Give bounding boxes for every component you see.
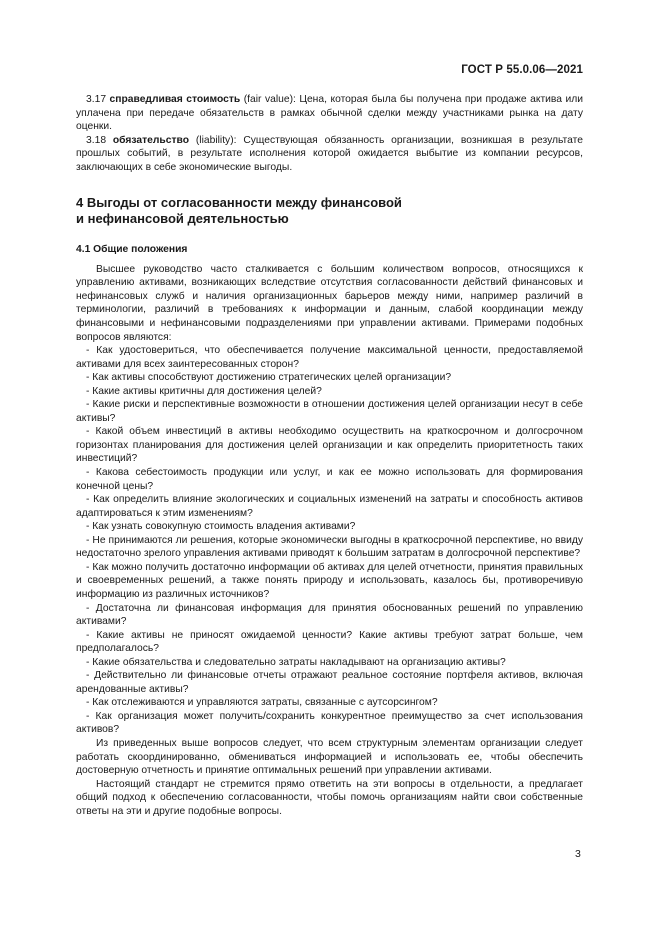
section-title-line: 4 Выгоды от согласованности между финансовой [76, 195, 402, 211]
question-item: - Действительно ли финансовые отчеты отражают реальное состояние портфеля активов, включая арендованные активы? [76, 670, 583, 695]
subsection-title: 4.1 Общие положения [76, 244, 188, 256]
definition-3-17 [76, 93, 583, 134]
definition-text: (liability): Существующая обязанность организации, возникшая в результате прошлых событий, в результате исполнения которой ожидается выбытие из компании ресурсов, заключающих в себе экономические выгоды. [76, 134, 583, 173]
question-item: - Какой объем инвестиций в активы необходимо осуществить на краткосрочном и долгосрочном горизонтах планирования для достижения целей организации и как определить приоритетность таких инвестиций? [76, 426, 583, 465]
definition-3-18 [76, 134, 583, 175]
definition-number: 3.17 [86, 94, 107, 105]
question-item: - Как определить влияние экологических и социальных изменений на затраты и способность активов адаптироваться к этим изменениям? [76, 494, 583, 519]
definition-number: 3.18 [86, 134, 107, 146]
section-title-line: и нефинансовой деятельностью [76, 211, 289, 227]
question-item: - Как узнать совокупную стоимость владения активами? [86, 521, 356, 533]
section-title [76, 195, 583, 227]
question-item: - Какие активы критичны для достижения целей? [86, 385, 322, 397]
question-item: - Как удостовериться, что обеспечивается получение максимальной ценности, предоставляемой активами для всех заинтересованных сторон? [76, 345, 583, 370]
conclusion-paragraph: Настоящий стандарт не стремится прямо ответить на эти вопросы в отдельности, а предлагает общий подход к обеспечению согласованности, чтобы помочь организациям найти свои собственные ответы на эти и другие подобные вопросы. [76, 778, 583, 817]
conclusion-paragraph: Из приведенных выше вопросов следует, что всем структурным элементам организации следует работать скоординированно, обмениваться информацией и использовать ее, чтобы обеспечить достоверную отчетность и принятие оптимальных решений при управлении активами. [76, 737, 583, 777]
question-item: - Достаточна ли финансовая информация для принятия обоснованных решений по управлению активами? [76, 602, 583, 628]
question-item: - Как активы способствуют достижению стратегических целей организации? [86, 372, 452, 384]
page-content [76, 93, 583, 818]
document-header: ГОСТ Р 55.0.06—2021 [461, 64, 583, 76]
definition-term: обязательство [112, 134, 190, 146]
question-item: - Какова себестоимость продукции или услуг, и как ее можно использовать для формирования конечной цены? [76, 467, 583, 492]
question-item: - Как можно получить достаточно информации об активах для целей отчетности, принятия правильных и своевременных решений, а также понять природу и использовать, казалось бы, противоречивую информацию из различных источников? [76, 561, 583, 600]
definition-text: (fair value): Цена, которая была бы получена при продаже актива или уплачена при передаче обязательств в рамках обычной сделки между участниками рынка на дату оценки. [76, 94, 583, 133]
questions-list [76, 344, 583, 737]
page-number: 3 [575, 848, 581, 860]
question-item: - Как организация может получить/сохранить конкурентное преимущество за счет использования активов? [76, 710, 583, 736]
question-item: - Как отслеживаются и управляются затраты, связанные с аутсорсингом? [86, 697, 438, 709]
question-item: - Не принимаются ли решения, которые экономически выгодны в краткосрочной перспективе, но ввиду недостаточно зрелого управления активами приводят к большим затратам в долгосрочной перспективе? [76, 534, 583, 560]
question-item: - Какие риски и перспективные возможности в отношении достижения целей организации несут в себе активы? [76, 399, 583, 424]
question-item: - Какие обязательства и следовательно затраты накладывают на организацию активы? [86, 656, 506, 668]
question-item: - Какие активы не приносят ожидаемой ценности? Какие активы требуют затрат больше, чем предполагалось? [76, 629, 583, 655]
intro-paragraph: Высшее руководство часто сталкивается с большим количеством вопросов, относящихся к управлению активами, возникающих вследствие отсутствия согласованности действий финансовых и нефинансовых служб и наличия организационных барьеров между ними, например различий в терминологии, различий в требованиях к информации и данным, слабой координации между финансовыми и нефинансовыми подразделениями при управлении активами. Примерами подобных вопросов являются: [76, 263, 583, 343]
definition-term: справедливая стоимость [109, 94, 241, 105]
